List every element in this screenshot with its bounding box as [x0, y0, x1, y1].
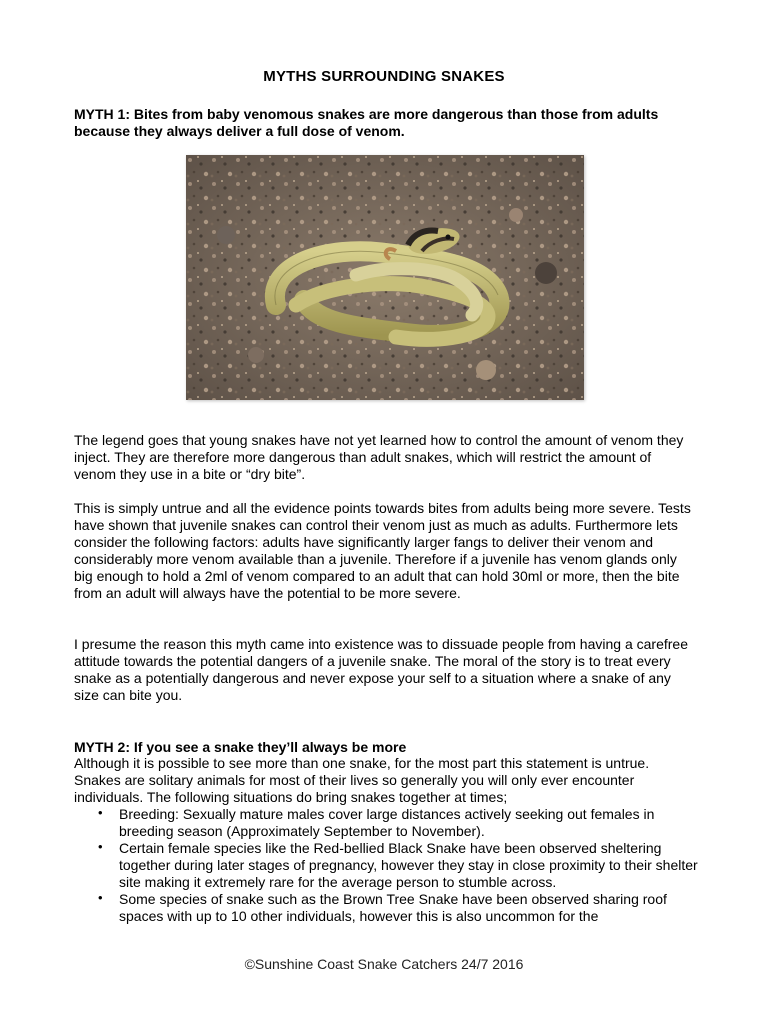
document-title: MYTHS SURROUNDING SNAKES	[263, 68, 505, 85]
snake-photo	[186, 155, 584, 400]
list-item	[74, 840, 704, 891]
myth2-intro: Although it is possible to see more than one snake, for the most part this statement is untrue. Snakes are solitary animals for most of their lives so generally you will only ever encounter individuals. The following situations do bring snakes together at times;	[74, 755, 650, 805]
bullet-symbol: •	[98, 890, 103, 905]
myth1-heading: MYTH 1: Bites from baby venomous snakes are more dangerous than those from adults because they always deliver a full dose of venom.	[74, 106, 659, 139]
bullet-symbol: •	[98, 805, 103, 820]
myth1-paragraph-2: This is simply untrue and all the evidence points towards bites from adults being more severe. Tests have shown that juvenile snakes can control their venom just as much as adults. Furthermore lets consider the following factors: adults have significantly larger fangs to deliver their venom and considerably more venom available than a juvenile. Therefore if a juvenile has venom glands only big enough to hold a 2ml of venom compared to an adult that can hold 30ml or more, then the bite from an adult will always have the potential to be more severe.	[74, 500, 691, 601]
bullet-text: Breeding: Sexually mature males cover large distances actively seeking out females in breeding season (Approximately September to November).	[119, 806, 655, 839]
bullet-symbol: •	[98, 839, 103, 854]
myth2-bullet-list	[74, 806, 704, 925]
bullet-text: Certain female species like the Red-bellied Black Snake have been observed sheltering together during later stages of pregnancy, however they stay in close proximity to their shelter site making it extremely rare for the average person to stumble across.	[119, 840, 698, 890]
myth2-heading: MYTH 2: If you see a snake they’ll always be more	[74, 739, 407, 755]
myth1-paragraph-3: I presume the reason this myth came into existence was to dissuade people from having a carefree attitude towards the potential dangers of a juvenile snake. The moral of the story is to treat every snake as a potentially dangerous and never expose your self to a situation where a snake of any size can bite you.	[74, 636, 688, 703]
list-item	[74, 891, 704, 925]
bullet-text: Some species of snake such as the Brown Tree Snake have been observed sharing roof spaces with up to 10 other individuals, however this is also uncommon for the	[119, 891, 667, 924]
list-item	[74, 806, 704, 840]
copyright-footer: ©Sunshine Coast Snake Catchers 24/7 2016	[244, 956, 524, 972]
myth1-paragraph-1: The legend goes that young snakes have not yet learned how to control the amount of venom they inject. They are therefore more dangerous than adult snakes, which will restrict the amount of venom they use in a bite or “dry bite”.	[74, 432, 684, 482]
